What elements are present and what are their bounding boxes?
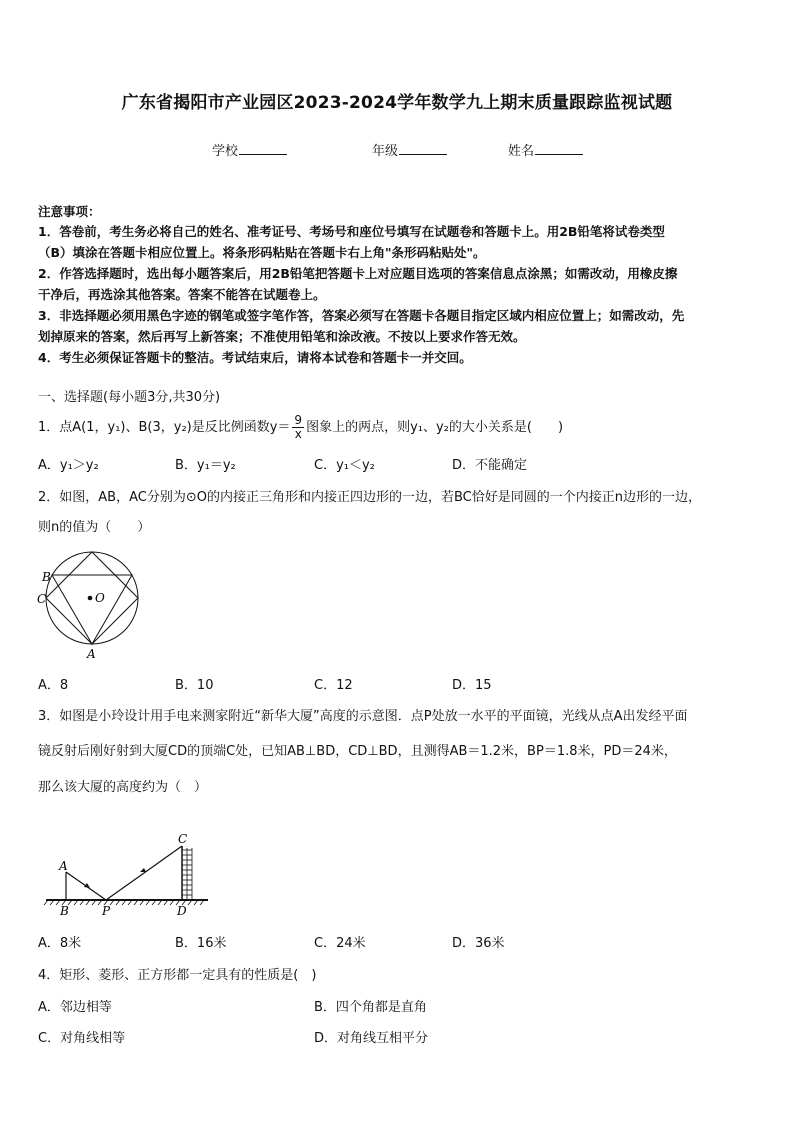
- q3-building-hatch: [182, 848, 192, 900]
- q2-triangle: [52, 575, 132, 644]
- q3-option-b: B．16米: [175, 936, 227, 951]
- name-blank: [535, 142, 583, 155]
- question-1-stem: [38, 414, 563, 441]
- q1-option-a: A．y₁＞y₂: [38, 458, 99, 473]
- q1-stem-b: 图象上的两点，则y₁、y₂的大小关系是( ): [306, 420, 564, 435]
- q1-stem-a: 1．点A(1，y₁)、B(3，y₂)是反比例函数y＝: [38, 420, 291, 435]
- section-heading: 一、选择题(每小题3分,共30分): [38, 390, 221, 405]
- q2-option-a: A．8: [38, 678, 69, 693]
- notes-heading: 注意事项：: [38, 204, 101, 219]
- q2-label-a: A: [87, 647, 96, 661]
- q1-option-c: C．y₁＜y₂: [314, 458, 375, 473]
- q3-mirror-figure: [40, 830, 220, 920]
- q3-option-c: C．24米: [314, 936, 366, 951]
- q3-label-d: D: [177, 904, 187, 918]
- note-line: 干净后，再选涂其他答案。答案不能答在试题卷上。: [38, 287, 326, 302]
- q2-label-b: B: [42, 570, 51, 584]
- q2-option-b: B．10: [175, 678, 214, 693]
- note-line: 划掉原来的答案，然后再写上新答案；不准使用铅笔和涂改液。不按以上要求作答无效。: [38, 329, 526, 344]
- q4-option-a: A．邻边相等: [38, 1000, 112, 1015]
- q2-center-dot: [88, 596, 93, 601]
- q2-option-c: C．12: [314, 678, 353, 693]
- q3-label-c: C: [178, 832, 188, 846]
- school-field: [212, 140, 287, 159]
- note-line: （B）填涂在答题卡相应位置上。将条形码粘贴在答题卡右上角"条形码粘贴处"。: [38, 245, 486, 260]
- q3-ray-pc: [106, 846, 182, 900]
- q2-option-d: D．15: [452, 678, 492, 693]
- q3-arrow-2: [140, 868, 146, 872]
- q2-label-o: O: [95, 591, 105, 605]
- q3-option-d: D．36米: [452, 936, 505, 951]
- question-2-line2: 则n的值为（ ）: [38, 520, 151, 535]
- grade-blank: [399, 142, 447, 155]
- question-3-line2: 镜反射后刚好射到大厦CD的顶端C处，已知AB⊥BD，CD⊥BD，且测得AB＝1.2米，BP＝1.8米，PD＝24米，: [38, 744, 677, 759]
- note-line: 3．非选择题必须用黑色字迹的钢笔或签字笔作答，答案必须写在答题卡各题目指定区域内相应位置上；如需改动，先: [38, 308, 685, 323]
- school-label: 学校: [212, 144, 239, 159]
- note-line: 4．考生必须保证答题卡的整洁。考试结束后，请将本试卷和答题卡一并交回。: [38, 350, 472, 365]
- q2-circle-figure: [34, 548, 154, 663]
- note-line: 1．答卷前，考生务必将自己的姓名、准考证号、考场号和座位号填写在试题卷和答题卡上。用2B铅笔将试卷类型: [38, 224, 665, 239]
- name-field: [508, 140, 583, 159]
- q4-option-d: D．对角线互相平分: [314, 1031, 429, 1046]
- q1-fraction: [292, 414, 304, 441]
- q1-option-d: D．不能确定: [452, 458, 528, 473]
- grade-label: 年级: [372, 144, 399, 159]
- q3-label-p: P: [102, 904, 111, 918]
- q2-label-c: C: [37, 592, 47, 606]
- question-3-line1: 3．如图是小玲设计用手电来测家附近“新华大厦”高度的示意图．点P处放一水平的平面镜，光线从点A出发经平面: [38, 709, 688, 724]
- grade-field: [372, 140, 447, 159]
- q1-frac-den: x: [294, 427, 302, 441]
- name-label: 姓名: [508, 144, 535, 159]
- q1-option-b: B．y₁＝y₂: [175, 458, 236, 473]
- q4-option-c: C．对角线相等: [38, 1031, 126, 1046]
- question-4-stem: 4．矩形、菱形、正方形都一定具有的性质是( ): [38, 968, 317, 983]
- q3-label-b: B: [60, 904, 69, 918]
- school-blank: [239, 142, 287, 155]
- question-2-line1: 2．如图，AB，AC分别为⊙O的内接正三角形和内接正四边形的一边，若BC恰好是同圆的一个内接正n边形的一边，: [38, 490, 701, 505]
- q1-frac-num: 9: [294, 413, 303, 427]
- question-3-line3: 那么该大厦的高度约为（ ）: [38, 780, 208, 795]
- q3-option-a: A．8米: [38, 936, 82, 951]
- page-title: 广东省揭阳市产业园区2023-2024学年数学九上期末质量跟踪监视试题: [121, 93, 673, 113]
- q3-label-a: A: [59, 859, 68, 873]
- note-line: 2．作答选择题时，选出每小题答案后，用2B铅笔把答题卡上对应题目选项的答案信息点涂黑；如需改动，用橡皮擦: [38, 266, 678, 281]
- q4-option-b: B．四个角都是直角: [314, 1000, 427, 1015]
